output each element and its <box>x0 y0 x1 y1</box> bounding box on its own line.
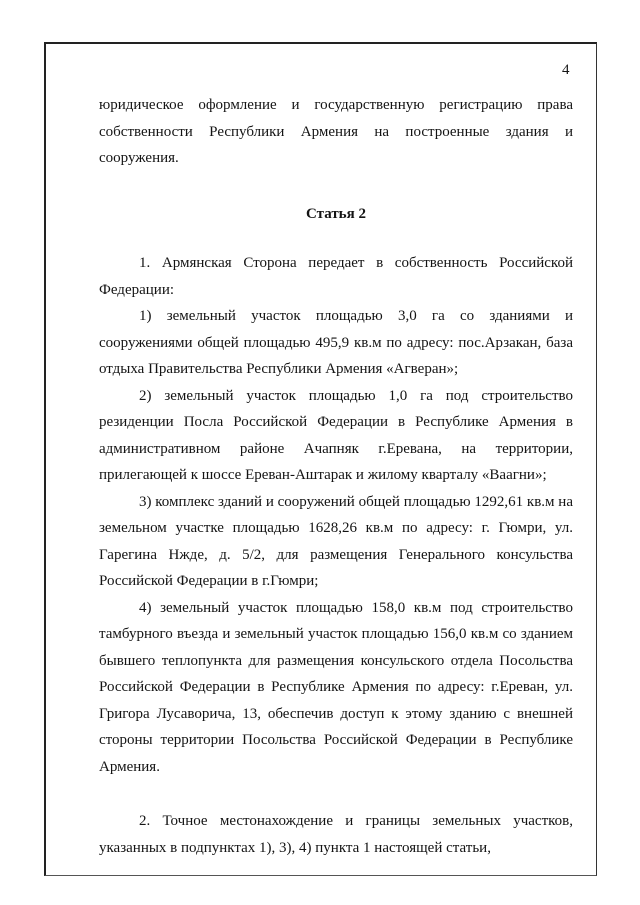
clause-1-intro: 1. Армянская Сторона передает в собственность Российской Федерации: <box>99 255 573 298</box>
list-item: 4) земельный участок площадью 158,0 кв.м под строительство тамбурного въезда и земельный участок площадью 156,0 кв.м со зданием бывшего теплопункта для размещения консульского отдела Посольства Российской Федерации в Республике Армения по адресу: г.Ереван, ул. Григора Лусаворича, 13, обеспечив доступ к этому зданию с внешней стороны территории Посольства Российской Федерации в Республике Армения. <box>99 599 573 775</box>
list-item: 1) земельный участок площадью 3,0 га со зданиями и сооружениями общей площадью 495,9 кв.м по адресу: пос.Арзакан, база отдыха Правительства Республики Армения «Агверан»; <box>99 308 573 377</box>
list-item: 3) комплекс зданий и сооружений общей площадью 1292,61 кв.м на земельном участке площадью 1628,26 кв.м по адресу: г. Гюмри, ул. Гарегина Нжде, д. 5/2, для размещения Генерального консульства Российской Федерации в г.Гюмри; <box>99 493 573 589</box>
document-body <box>99 92 573 861</box>
article-title: Статья 2 <box>306 205 366 222</box>
intro-paragraph: юридическое оформление и государственную регистрацию права собственности Республики Армения на построенные здания и сооружения. <box>99 97 573 166</box>
list-item: 2) земельный участок площадью 1,0 га под строительство резиденции Посла Российской Федерации в Республике Армения в административном районе Ачапняк г.Еревана, на территории, прилегающей к шоссе Ереван-Аштарак и жилому кварталу «Ваагни»; <box>99 387 573 483</box>
clause-2-paragraph: 2. Точное местонахождение и границы земельных участков, указанных в подпунктах 1), 3), 4) пункта 1 настоящей статьи, <box>99 813 573 856</box>
page-number: 4 <box>562 62 570 78</box>
